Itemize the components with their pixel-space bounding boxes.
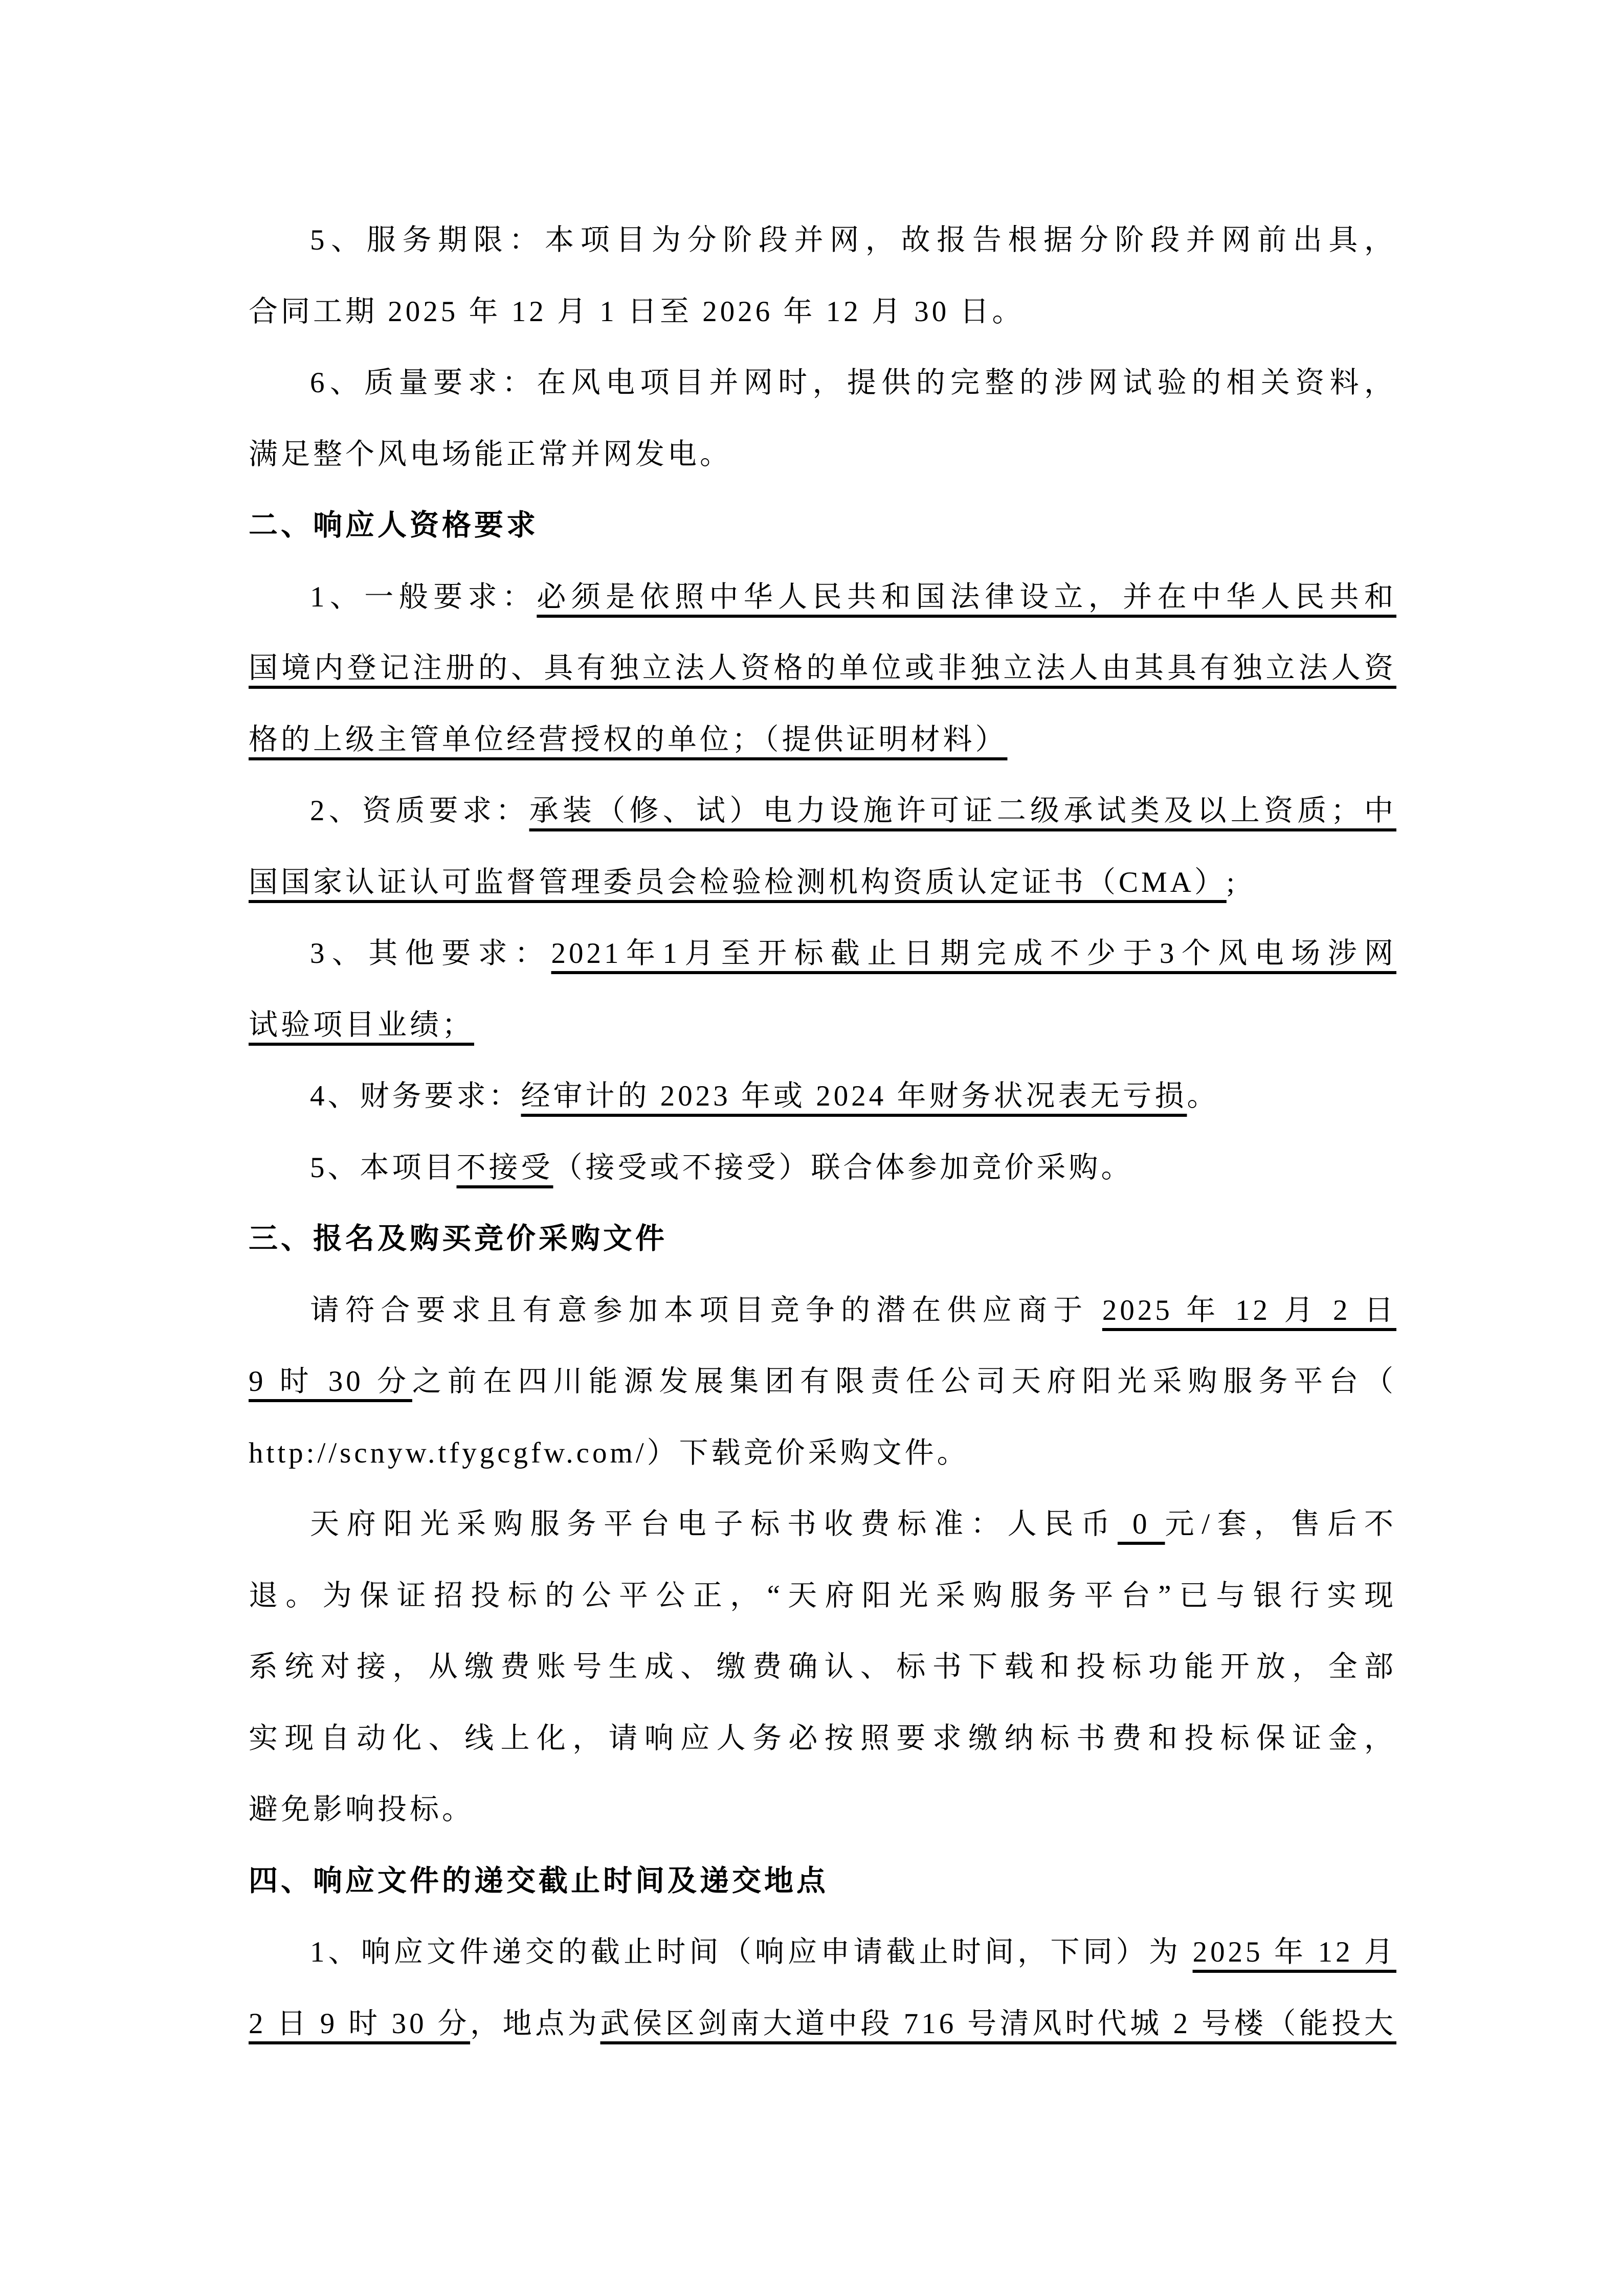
doc-line	[249, 633, 1396, 704]
text-run: 4、财务要求：	[310, 1080, 521, 1112]
section-heading	[249, 490, 1396, 561]
underlined-text: 9 时 30 分	[249, 1365, 412, 1398]
text-run: 6、质量要求：在风电项目并网时，提供的完整的涉网试验的相关资料，	[310, 367, 1396, 399]
underlined-text: 不接受	[456, 1151, 553, 1184]
text-run: 2、资质要求：	[310, 795, 529, 827]
underlined-text: 试验项目业绩；	[249, 1008, 474, 1041]
underlined-text: 国境内登记注册的、具有独立法人资格的单位或非独立法人由其具有独立法人资	[249, 652, 1396, 684]
text-run: 避免影响投标。	[249, 1793, 474, 1826]
text-run: 实现自动化、线上化，请响应人务必按照要求缴纳标书费和投标保证金，	[249, 1722, 1396, 1754]
doc-line	[249, 1703, 1396, 1774]
underlined-text: 2021年1月至开标截止日期完成不少于3个风电场涉网	[551, 937, 1397, 970]
text-run: 1、一般要求：	[310, 580, 537, 613]
text-run: 二、响应人资格要求	[249, 509, 539, 542]
section-heading	[249, 1203, 1396, 1275]
text-run: 元/套，售后不	[1165, 1508, 1396, 1540]
text-run: 之前在四川能源发展集团有限责任公司天府阳光采购服务平台（	[412, 1365, 1397, 1398]
document-body	[249, 205, 1396, 2059]
text-run: 。	[1187, 1080, 1219, 1112]
doc-line	[249, 775, 1396, 847]
text-run: （接受或不接受）联合体参加竞价采购。	[553, 1151, 1133, 1184]
doc-line	[249, 561, 1396, 633]
doc-line	[249, 347, 1396, 419]
underlined-text: 2025 年 12 月	[1192, 1936, 1396, 1968]
text-run: 四、响应文件的递交截止时间及递交地点	[249, 1864, 829, 1897]
text-run: 天府阳光采购服务平台电子标书收费标准：人民币	[310, 1508, 1118, 1540]
doc-line	[249, 1917, 1396, 1988]
doc-line	[249, 1631, 1396, 1703]
doc-line	[249, 847, 1396, 918]
underlined-text: 0	[1117, 1508, 1165, 1540]
text-run: http://scnyw.tfygcgfw.com/）下载竞价采购文件。	[249, 1436, 969, 1469]
doc-line	[249, 918, 1396, 989]
underlined-text: 经审计的 2023 年或 2024 年财务状况表无亏损	[521, 1080, 1187, 1112]
text-run: 退。为保证招投标的公平公正，“天府阳光采购服务平台”已与银行实现	[249, 1579, 1396, 1612]
doc-line	[249, 1275, 1396, 1346]
doc-line	[249, 704, 1396, 776]
doc-line	[249, 1988, 1396, 2060]
doc-line	[249, 1489, 1396, 1560]
underlined-text: 武侯区剑南大道中段 716 号清风时代城 2 号楼（能投大	[600, 2007, 1397, 2040]
text-run: 满足整个风电场能正常并网发电。	[249, 438, 732, 470]
text-run: 5、服务期限：本项目为分阶段并网，故报告根据分阶段并网前出具，	[310, 224, 1396, 256]
doc-line	[249, 205, 1396, 276]
underlined-text: 承装（修、试）电力设施许可证二级承试类及以上资质；中	[529, 795, 1396, 827]
underlined-text: 国国家认证认可监督管理委员会检验检测机构资质认定证书（CMA）	[249, 866, 1227, 898]
doc-line	[249, 419, 1396, 490]
text-run: 1、响应文件递交的截止时间（响应申请截止时间，下同）为	[310, 1936, 1193, 1968]
doc-line	[249, 1061, 1396, 1132]
doc-line	[249, 276, 1396, 348]
section-heading	[249, 1845, 1396, 1917]
text-run: 系统对接，从缴费账号生成、缴费确认、标书下载和投标功能开放，全部	[249, 1651, 1396, 1683]
text-run: ，地点为	[470, 2007, 600, 2040]
text-run: 合同工期 2025 年 12 月 1 日至 2026 年 12 月 30 日。	[249, 295, 1025, 328]
text-run: 三、报名及购买竞价采购文件	[249, 1222, 668, 1255]
text-run: 5、本项目	[310, 1151, 457, 1184]
doc-line	[249, 1774, 1396, 1845]
doc-line	[249, 1346, 1396, 1417]
underlined-text: 2025 年 12 月 2 日	[1102, 1294, 1397, 1326]
underlined-text: 格的上级主管单位经营授权的单位；（提供证明材料）	[249, 723, 1008, 756]
doc-line	[249, 1417, 1396, 1489]
text-run: 请符合要求且有意参加本项目竞争的潜在供应商于	[310, 1294, 1102, 1326]
text-run: ;	[1226, 866, 1238, 898]
doc-line	[249, 1560, 1396, 1632]
doc-line	[249, 1132, 1396, 1204]
underlined-text: 必须是依照中华人民共和国法律设立，并在中华人民共和	[537, 580, 1397, 613]
doc-line	[249, 989, 1396, 1061]
text-run: 3、其他要求：	[310, 937, 551, 970]
underlined-text: 2 日 9 时 30 分	[249, 2007, 471, 2040]
